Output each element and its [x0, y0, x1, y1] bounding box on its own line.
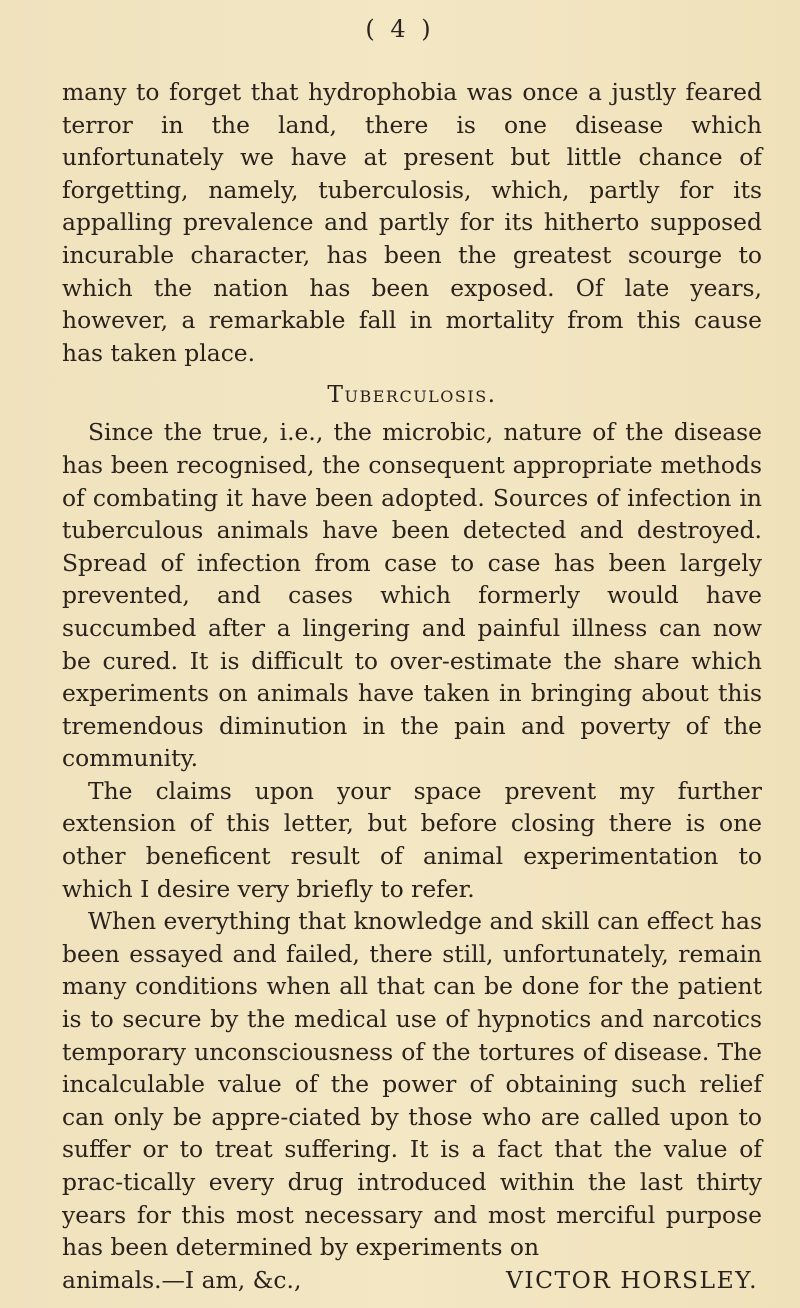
section-heading: Tuberculosis. [327, 380, 497, 409]
closing-text: animals.—I am, &c., [62, 1265, 302, 1294]
signature: VICTOR HORSLEY. [505, 1265, 758, 1294]
closing-line [62, 1264, 762, 1297]
paragraph: When everything that knowledge and skill can effect has been essayed and failed, there still, unfortunately, remain many conditions when all that can be done for the patient is to secure by the medical use of hypnotics and narcotics temporary unconsciousness of the tortures of disease. The incalculable value of the power of obtaining such relief can only be appre-ciated by those who are called upon to suffer or to treat suffering. It is a fact that the value of prac-tically every drug introduced within the last thirty years for this most necessary and most merciful purpose has been determined by experiments on [62, 907, 762, 1262]
paragraph: The claims upon your space prevent my further extension of this letter, but before closing there is one other beneficent result of animal experimentation to which I desire very briefly to refer. [62, 776, 762, 903]
body-text [62, 76, 762, 1296]
paragraph: Since the true, i.e., the microbic, nature of the disease has been recognised, the consequent appropriate methods of combating it have been adopted. Sources of infection in tuberculous animals have been detected and destroyed. Spread of infection from case to case has been largely prevented, and cases which formerly would have succumbed after a lingering and painful illness can now be cured. It is difficult to over-estimate the share which experiments on animals have taken in bringing about this tremendous diminution in the pain and poverty of the community. [62, 418, 762, 773]
page-number: ( 4 ) [365, 15, 435, 43]
paragraph-continued: many to forget that hydrophobia was once a justly feared terror in the land, there is one disease which unfortunately we have at present but little chance of forgetting, namely, tuberculosis, which, partly for its appalling prevalence and partly for its hitherto supposed incurable character, has been the greatest scourge to which the nation has been exposed. Of late years, however, a remarkable fall in mortality from this cause has taken place. [62, 78, 762, 367]
